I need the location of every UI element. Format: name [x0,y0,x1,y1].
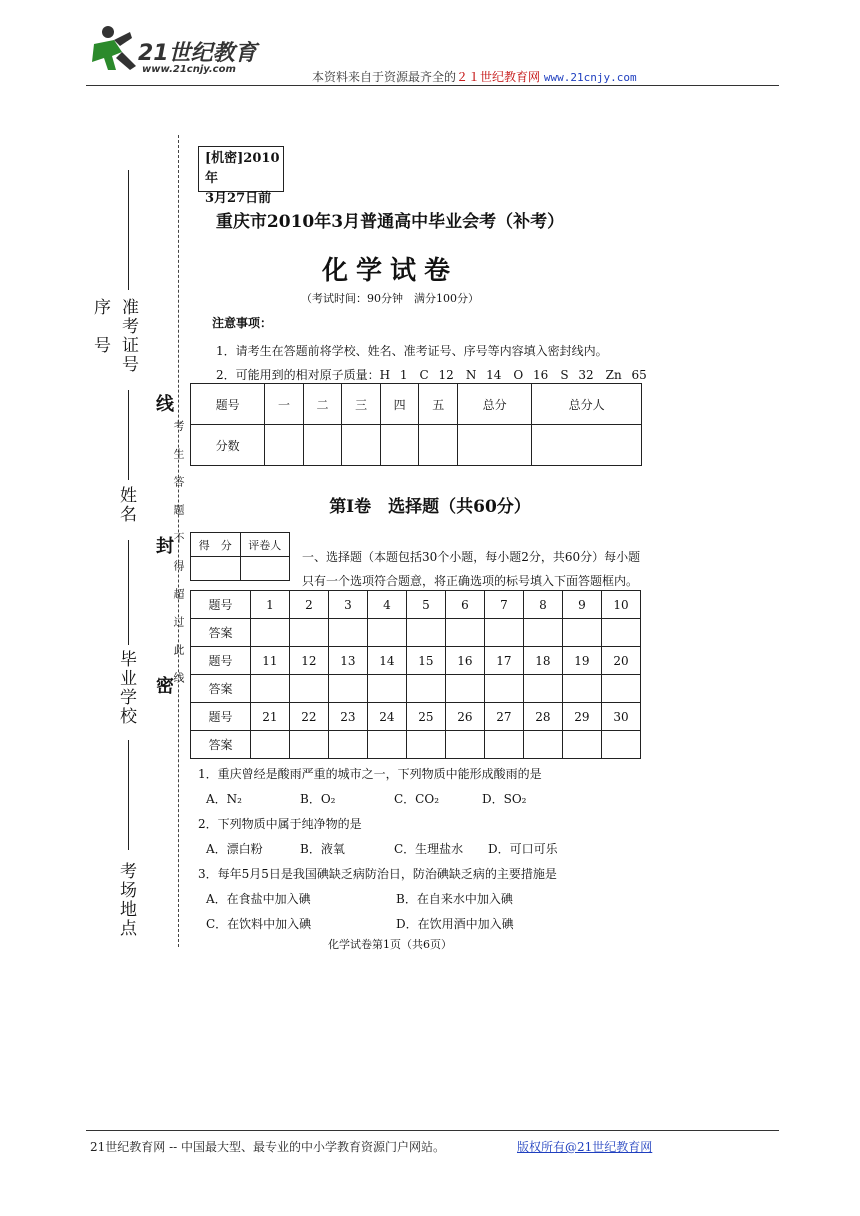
answer-cell[interactable] [367,675,406,703]
answer-cell[interactable] [484,619,523,647]
q3-option-b: B．在自来水中加入碘 [396,892,513,906]
answer-cell[interactable] [523,619,562,647]
answer-number-cell: 18 [523,647,562,675]
score-cell[interactable] [532,425,642,466]
seal-label-ticket: 准考证号 [118,298,138,374]
answer-number-cell: 24 [367,703,406,731]
answer-cell[interactable] [523,731,562,759]
grader-name-cell[interactable] [240,557,290,581]
q3-option-c: C．在饮料中加入碘 [206,917,312,931]
seal-label-venue: 考场地点 [116,862,136,938]
seal-char-line: 线 [153,394,174,412]
q1-option-c: C．CO₂ [394,792,440,806]
q3-option-d: D．在饮用酒中加入碘 [396,917,514,931]
answer-number-cell: 14 [367,647,406,675]
confidential-line2: 3月27日前 [205,191,272,206]
score-header: 总分人 [532,384,642,425]
answer-cell[interactable] [250,731,289,759]
score-cell[interactable] [380,425,419,466]
answer-cell[interactable] [562,619,601,647]
score-header: 五 [419,384,458,425]
answer-number-cell: 20 [601,647,640,675]
answer-number-cell: 4 [367,591,406,619]
answer-cell[interactable] [328,619,367,647]
answer-cell[interactable] [601,731,640,759]
answer-number-cell: 15 [406,647,445,675]
score-row-label: 分数 [191,425,265,466]
q2-option-a: A．漂白粉 [206,842,263,856]
q1-option-a: A．N₂ [206,792,242,806]
answer-cell[interactable] [250,619,289,647]
q2-option-c: C．生理盐水 [394,842,464,856]
header-text [312,68,637,85]
answer-number-cell: 10 [601,591,640,619]
grader-score-label: 得 分 [191,533,241,557]
answer-cell[interactable] [406,619,445,647]
answer-number-cell: 5 [406,591,445,619]
answer-number-cell: 6 [445,591,484,619]
answer-number-cell: 7 [484,591,523,619]
answer-number-cell: 8 [523,591,562,619]
answer-label: 答案 [191,675,251,703]
answer-cell[interactable] [484,731,523,759]
answer-cell[interactable] [484,675,523,703]
confidential-box [198,146,284,206]
answer-cell[interactable] [328,675,367,703]
seal-char-secret: 密 [153,676,174,694]
answer-number-cell: 16 [445,647,484,675]
answer-number-cell: 26 [445,703,484,731]
footer-copyright-link[interactable]: 版权所有@21世纪教育网 [517,1140,653,1154]
answer-cell[interactable] [250,675,289,703]
question-2: 2．下列物质中属于纯净物的是 [198,817,362,831]
answer-number-cell: 13 [328,647,367,675]
answer-cell[interactable] [289,619,328,647]
answer-number-cell: 30 [601,703,640,731]
notice-item-2: 2．可能用到的相对原子质量：H 1 C 12 N 14 O 16 S 32 Zn 65 [216,368,647,382]
answer-number-cell: 12 [289,647,328,675]
answer-cell[interactable] [367,619,406,647]
grader-table [190,532,290,581]
answer-cell[interactable] [523,675,562,703]
question-3: 3．每年5月5日是我国碘缺乏病防治日，防治碘缺乏病的主要措施是 [198,867,557,881]
seal-underline [128,390,129,480]
answer-cell[interactable] [601,675,640,703]
score-cell[interactable] [265,425,304,466]
answer-number-cell: 19 [562,647,601,675]
header-divider [86,85,779,86]
answer-label: 答案 [191,619,251,647]
q2-option-b: B．液氧 [300,842,345,856]
part1-title: 第Ⅰ卷 选择题（共60分） [329,497,531,517]
answer-cell[interactable] [445,619,484,647]
q1-option-d: D．SO₂ [482,792,527,806]
footer-divider [86,1130,779,1131]
score-header: 二 [303,384,342,425]
answer-number-cell: 17 [484,647,523,675]
answer-number-label: 题号 [191,591,251,619]
answer-cell[interactable] [289,731,328,759]
score-cell[interactable] [303,425,342,466]
score-table [190,383,642,466]
subject-title: 化学试卷 [321,256,458,286]
exam-title: 重庆市2010年3月普通高中毕业会考（补考） [215,212,565,232]
answer-number-cell: 29 [562,703,601,731]
q2-option-d: D．可口可乐 [488,842,558,856]
notice-title: 注意事项： [212,316,273,330]
score-header: 四 [380,384,419,425]
header-site-name: ２１世纪教育网 [456,70,541,84]
seal-char-seal: 封 [153,536,174,554]
score-header: 总分 [458,384,532,425]
answer-number-cell: 22 [289,703,328,731]
score-table-score-row [191,425,642,466]
header-prefix: 本资料来自于资源最齐全的 [312,70,457,84]
answer-row [191,675,641,703]
answer-cell[interactable] [406,731,445,759]
seal-label-name: 姓名 [116,486,136,524]
answer-label: 答案 [191,731,251,759]
logo-text: 21世纪教育 [138,41,257,66]
answer-row [191,731,641,759]
logo-url: www.21cnjy.com [142,64,236,75]
answer-cell[interactable] [445,731,484,759]
answer-cell[interactable] [289,675,328,703]
answer-table [190,590,641,759]
score-header: 一 [265,384,304,425]
page-number: 化学试卷第1页（共6页） [328,938,452,951]
seal-underline [128,170,129,290]
answer-cell[interactable] [328,731,367,759]
answer-number-row [191,703,641,731]
answer-number-cell: 2 [289,591,328,619]
answer-cell[interactable] [562,675,601,703]
score-cell[interactable] [342,425,381,466]
section-description-line2: 只有一个选项符合题意，将正确选项的标号填入下面答题框内。 [302,574,639,588]
confidential-line1: [机密]2010年 [205,151,280,186]
score-cell[interactable] [419,425,458,466]
answer-cell[interactable] [445,675,484,703]
seal-underline [128,740,129,850]
answer-number-cell: 23 [328,703,367,731]
section-description-line1: 一、选择题（本题包括30个小题，每小题2分，共60分）每小题 [302,550,641,564]
answer-cell[interactable] [367,731,406,759]
answer-number-row [191,647,641,675]
answer-number-cell: 3 [328,591,367,619]
seal-label-school: 毕业学校 [116,650,136,726]
seal-label-serial: 序 号 [90,298,110,355]
answer-number-label: 题号 [191,703,251,731]
score-table-header-row [191,384,642,425]
answer-number-cell: 25 [406,703,445,731]
answer-cell[interactable] [406,675,445,703]
answer-number-cell: 11 [250,647,289,675]
q3-option-a: A．在食盐中加入碘 [206,892,311,906]
score-header: 题号 [191,384,265,425]
answer-number-cell: 28 [523,703,562,731]
q1-option-b: B．O₂ [300,792,336,806]
answer-number-label: 题号 [191,647,251,675]
notice-item-1: 1．请考生在答题前将学校、姓名、准考证号、序号等内容填入密封线内。 [216,344,608,358]
answer-number-cell: 21 [250,703,289,731]
footer-text: 21世纪教育网 -- 中国最大型、最专业的中小学教育资源门户网站。 [90,1140,446,1154]
seal-warning: 考生答题不得超过此线 [172,420,185,700]
answer-number-cell: 27 [484,703,523,731]
score-cell[interactable] [458,425,532,466]
score-header: 三 [342,384,381,425]
question-1: 1．重庆曾经是酸雨严重的城市之一，下列物质中能形成酸雨的是 [198,767,542,781]
answer-cell[interactable] [601,619,640,647]
grader-score-cell[interactable] [191,557,241,581]
grader-name-label: 评卷人 [240,533,290,557]
answer-number-cell: 9 [562,591,601,619]
answer-number-row [191,591,641,619]
site-logo[interactable] [86,22,286,80]
answer-row [191,619,641,647]
header-url[interactable]: www.21cnjy.com [543,71,637,84]
seal-underline [128,540,129,645]
answer-number-cell: 1 [250,591,289,619]
answer-cell[interactable] [562,731,601,759]
exam-info: （考试时间：90分钟 满分100分） [301,292,479,305]
